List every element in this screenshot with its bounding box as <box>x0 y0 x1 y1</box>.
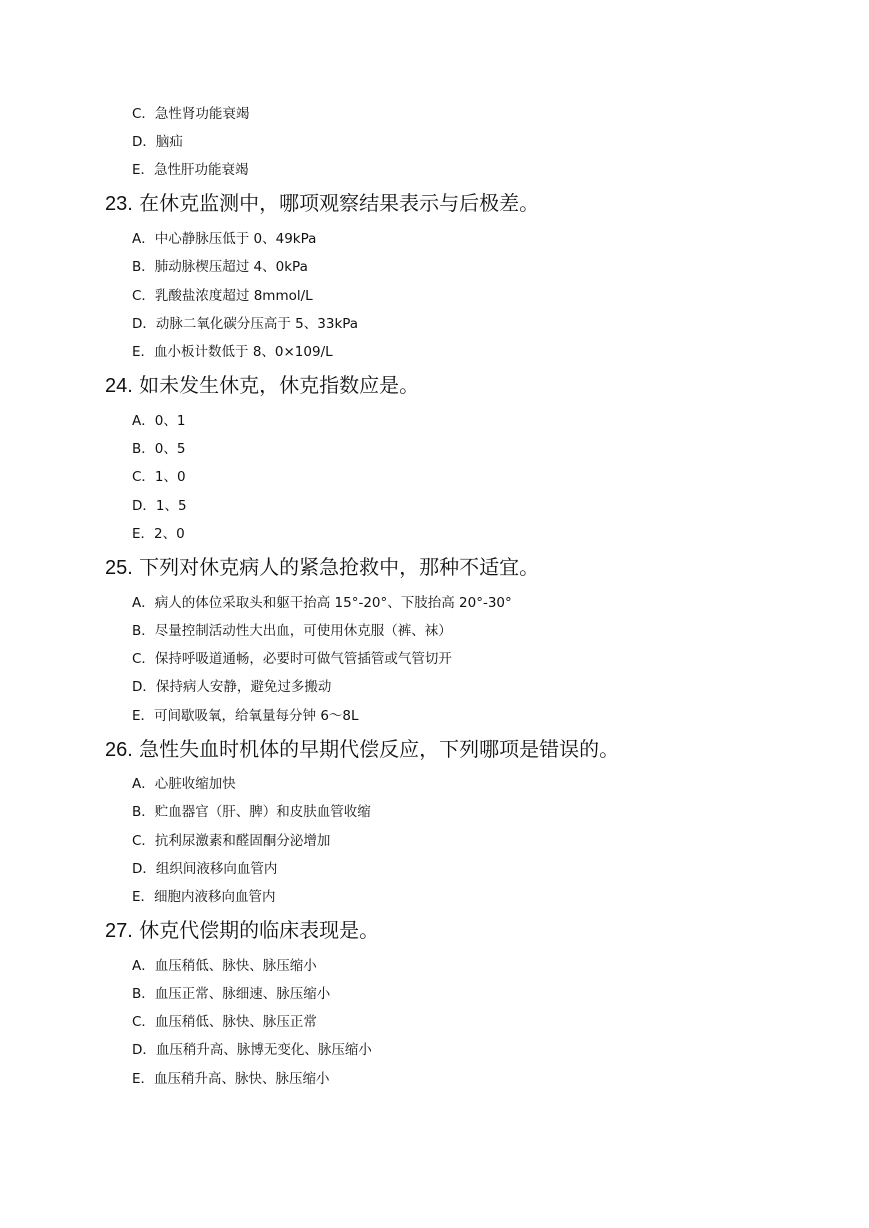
option-e: E．细胞内液移向血管内 <box>132 889 276 905</box>
option-b: B．尽量控制活动性大出血，可使用休克服（裤、袜） <box>132 623 452 639</box>
option-c: C．乳酸盐浓度超过 8mmol/L <box>132 288 313 304</box>
option-d: D．动脉二氧化碳分压高于 5、33kPa <box>132 316 359 332</box>
question-text: 如未发生休克，休克指数应是。 <box>139 373 420 397</box>
option-c: C．1、0 <box>132 469 186 485</box>
option-d: D．脑疝 <box>132 134 183 150</box>
question-number: 27. <box>105 920 133 942</box>
question-text: 下列对休克病人的紧急抢救中，那种不适宜。 <box>139 555 540 579</box>
question-text: 休克代偿期的临床表现是。 <box>139 918 380 942</box>
option-e: E．急性肝功能衰竭 <box>132 162 249 178</box>
option-b: B．肺动脉楔压超过 4、0kPa <box>132 259 308 275</box>
option-b: B．贮血器官（肝、脾）和皮肤血管收缩 <box>132 804 371 820</box>
option-d: D．组织间液移向血管内 <box>132 861 278 877</box>
option-a: A．病人的体位采取头和躯干抬高 15°-20°、下肢抬高 20°-30° <box>132 595 512 611</box>
option-a: A．0、1 <box>132 413 186 429</box>
question-24-heading <box>105 372 419 399</box>
option-a: A．血压稍低、脉快、脉压缩小 <box>132 958 317 974</box>
option-c: C．急性肾功能衰竭 <box>132 106 250 122</box>
option-a: A．中心静脉压低于 0、49kPa <box>132 231 317 247</box>
option-d: D．血压稍升高、脉博无变化、脉压缩小 <box>132 1042 372 1058</box>
option-c: C．血压稍低、脉快、脉压正常 <box>132 1014 317 1030</box>
question-25-heading <box>105 554 539 581</box>
option-a: A．心脏收缩加快 <box>132 776 236 792</box>
option-e: E．血压稍升高、脉快、脉压缩小 <box>132 1071 330 1087</box>
question-number: 25. <box>105 557 133 579</box>
option-d: D．1、5 <box>132 498 187 514</box>
option-b: B．血压正常、脉细速、脉压缩小 <box>132 986 331 1002</box>
option-e: E．血小板计数低于 8、0×109/L <box>132 344 333 360</box>
option-d: D．保持病人安静，避免过多搬动 <box>132 679 332 695</box>
question-26-heading <box>105 736 619 763</box>
question-text: 急性失血时机体的早期代偿反应，下列哪项是错误的。 <box>139 737 620 761</box>
option-c: C．抗利尿激素和醛固酮分泌增加 <box>132 833 331 849</box>
option-e: E．可间歇吸氧，给氧量每分钟 6～8L <box>132 708 359 724</box>
question-number: 24. <box>105 375 133 397</box>
option-c: C．保持呼吸道通畅，必要时可做气管插管或气管切开 <box>132 651 452 667</box>
question-27-heading <box>105 917 379 944</box>
question-number: 26. <box>105 739 133 761</box>
question-23-heading <box>105 190 539 217</box>
option-b: B．0、5 <box>132 441 186 457</box>
question-text: 在休克监测中，哪项观察结果表示与后极差。 <box>139 191 540 215</box>
question-number: 23. <box>105 193 133 215</box>
option-e: E．2、0 <box>132 526 185 542</box>
